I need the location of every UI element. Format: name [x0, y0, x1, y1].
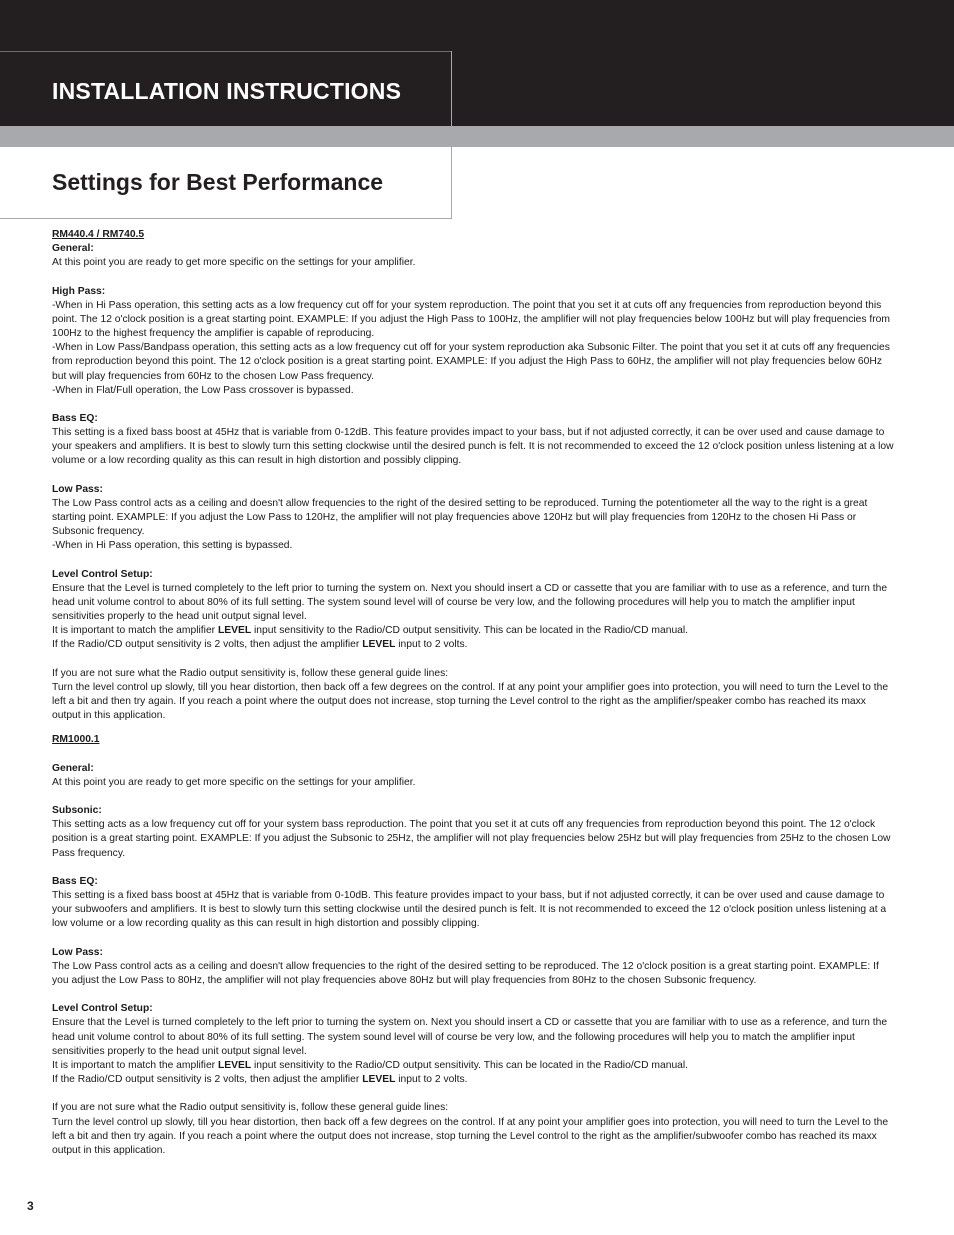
- bass-eq-text: This setting is a fixed bass boost at 45Hz that is variable from 0-10dB. This feature provides impact to your bass, but if not adjusted correctly, it can be over used and cause damage to your subwoofers and amplifiers. It is best to slowly turn this setting clockwise until the desired punch is felt. It is not recommended to exceed the 12 o'clock position unless listening at a low volume or a low recording quality as this can result in high distortion and possibly clipping.: [52, 890, 887, 930]
- guide-lines-intro: If you are not sure what the Radio output sensitivity is, follow these general guide lines:: [52, 667, 449, 679]
- high-pass-text-1: -When in Hi Pass operation, this setting acts as a low frequency cut off for your system reproduction. The point that you set it at cuts off any frequencies from reproduction beyond this point. The 12 o'clock position is a great starting point. EXAMPLE: If you adjust the High Pass to 100Hz, the amplifier will not play frequencies below 100Hz but will play frequencies from 100Hz to the highest frequency the amplifier is capable of reproducing.: [52, 299, 890, 340]
- page-number: 3: [27, 1199, 34, 1213]
- level-emphasis: LEVEL: [362, 639, 396, 651]
- title-box-divider: [0, 51, 451, 52]
- text-run: input sensitivity to the Radio/CD output sensitivity. This can be located in the Radio/CD manual.: [251, 625, 689, 637]
- level-emphasis: LEVEL: [217, 1059, 252, 1071]
- model-heading-rm440-rm740: RM440.4 / RM740.5: [52, 229, 145, 240]
- high-pass-text-2: -When in Low Pass/Bandpass operation, this setting acts as a low frequency cut off for your system reproduction aka Subsonic Filter. The point that you set it at cuts off any frequencies from reproduction beyond this point. The 12 o'clock position is a great starting point. EXAMPLE: If you adjust the High Pass to 60Hz, the amplifier will not play frequencies below 60Hz but will play frequencies from 60Hz to the chosen Low Pass frequency.: [52, 342, 890, 382]
- level-emphasis: LEVEL: [362, 1074, 396, 1086]
- level-control-heading: Level Control Setup:: [52, 568, 153, 580]
- guide-lines-text: Turn the level control up slowly, till you hear distortion, then back off a few degrees on the control. If at any point your amplifier goes into protection, you will need to turn the Level to the left a bit and then try again. If you reach a point where the output does not increase, stop turning the Level control to the right as the amplifier/speaker combo has reached its maxx output in this application.: [52, 681, 889, 722]
- level-control-text: Ensure that the Level is turned completely to the left prior to turning the system on. Next you should insert a CD or cassette that you are familiar with to use as a reference, and turn the head unit volume control to about 80% of its full setting. The system sound level will of course be very low, and the following procedures will help you to match the amplifier input sensitivities properly to the head unit output signal level.: [52, 582, 888, 623]
- bass-eq-heading: Bass EQ:: [52, 875, 98, 887]
- section-title: Settings for Best Performance: [52, 169, 384, 195]
- subsonic-heading: Subsonic:: [52, 805, 102, 817]
- low-pass-text-1: The Low Pass control acts as a ceiling and doesn't allow frequencies to the right of the desired setting to be reproduced. Turning the potentiometer all the way to the right is a great starting point. EXAMPLE: If you adjust the Low Pass to 120Hz, the amplifier will not play frequencies above 120Hz but will play frequencies from 120Hz to the chosen Hi Pass or Subsonic frequency.: [52, 497, 868, 538]
- model-heading-rm1000: RM1000.1: [52, 734, 100, 746]
- low-pass-text-2: -When in Hi Pass operation, this setting is bypassed.: [52, 540, 293, 552]
- level-sensitivity-text: [52, 1059, 897, 1073]
- bass-eq-text: This setting is a fixed bass boost at 45Hz that is variable from 0-12dB. This feature provides impact to your bass, but if not adjusted correctly, it can be over used and cause damage to your speakers and amplifiers. It is best to slowly turn this setting clockwise until the desired punch is felt. It is not recommended to exceed the 12 o'clock position unless listening at a low volume or a low recording quality as this can result in high distortion and possibly clipping.: [52, 427, 894, 467]
- text-run: input to 2 volts.: [395, 1074, 468, 1086]
- low-pass-text: The Low Pass control acts as a ceiling and doesn't allow frequencies to the right of the desired setting to be reproduced. The 12 o'clock position is a great starting point. EXAMPLE: If you adjust the Low Pass to 80Hz, the amplifier will not play frequencies above 80Hz but will play frequencies from 80Hz to the chosen Subsonic frequency.: [52, 960, 879, 986]
- guide-lines-intro: If you are not sure what the Radio output sensitivity is, follow these general guide lines:: [52, 1102, 449, 1114]
- level-emphasis: LEVEL: [217, 625, 252, 637]
- level-sensitivity-text: [52, 624, 897, 638]
- low-pass-heading: Low Pass:: [52, 946, 103, 958]
- low-pass-heading: Low Pass:: [52, 483, 103, 495]
- bass-eq-heading: Bass EQ:: [52, 413, 98, 424]
- text-run: It is important to match the amplifier: [52, 625, 218, 637]
- high-pass-heading: High Pass:: [52, 285, 106, 297]
- general-text: At this point you are ready to get more specific on the settings for your amplifier.: [52, 257, 416, 269]
- text-run: It is important to match the amplifier: [52, 1059, 218, 1071]
- guide-lines-text: Turn the level control up slowly, till you hear distortion, then back off a few degrees on the control. If at any point your amplifier goes into protection, you will need to turn the Level to the left a bit and then try again. If you reach a point where the output does not increase, stop turning the Level control to the right as the amplifier/subwoofer combo has reached its maxx output in this application.: [52, 1116, 889, 1156]
- level-volts-text: [52, 1073, 897, 1087]
- page-title: INSTALLATION INSTRUCTIONS: [52, 78, 402, 104]
- text-run: If the Radio/CD output sensitivity is 2 volts, then adjust the amplifier: [52, 1074, 363, 1086]
- level-control-heading: Level Control Setup:: [52, 1003, 153, 1015]
- general-heading: General:: [52, 243, 94, 255]
- subsonic-text: This setting acts as a low frequency cut off for your system bass reproduction. The point that you set it at cuts off any frequencies from reproduction beyond this point. The 12 o'clock position is a great starting point. EXAMPLE: If you adjust the Subsonic to 25Hz, the amplifier will not play frequencies below 25Hz but will play frequencies from 25Hz to the chosen Low Pass frequency.: [52, 819, 891, 859]
- text-run: input sensitivity to the Radio/CD output sensitivity. This can be located in the Radio/CD manual.: [251, 1059, 689, 1071]
- document-body: [52, 228, 897, 1158]
- text-run: If the Radio/CD output sensitivity is 2 volts, then adjust the amplifier: [52, 639, 363, 651]
- high-pass-text-3: -When in Flat/Full operation, the Low Pass crossover is bypassed.: [52, 384, 354, 396]
- text-run: input to 2 volts.: [395, 639, 468, 651]
- level-volts-text: [52, 638, 897, 652]
- general-text: At this point you are ready to get more specific on the settings for your amplifier.: [52, 776, 416, 788]
- level-control-text: Ensure that the Level is turned completely to the left prior to turning the system on. Next you should insert a CD or cassette that you are familiar with to use as a reference, and turn the head unit volume control to about 80% of its full setting. The system sound level will of course be very low, and the following procedures will help you to match the amplifier input sensitivities properly to the head unit output signal level.: [52, 1017, 888, 1057]
- general-heading: General:: [52, 762, 94, 774]
